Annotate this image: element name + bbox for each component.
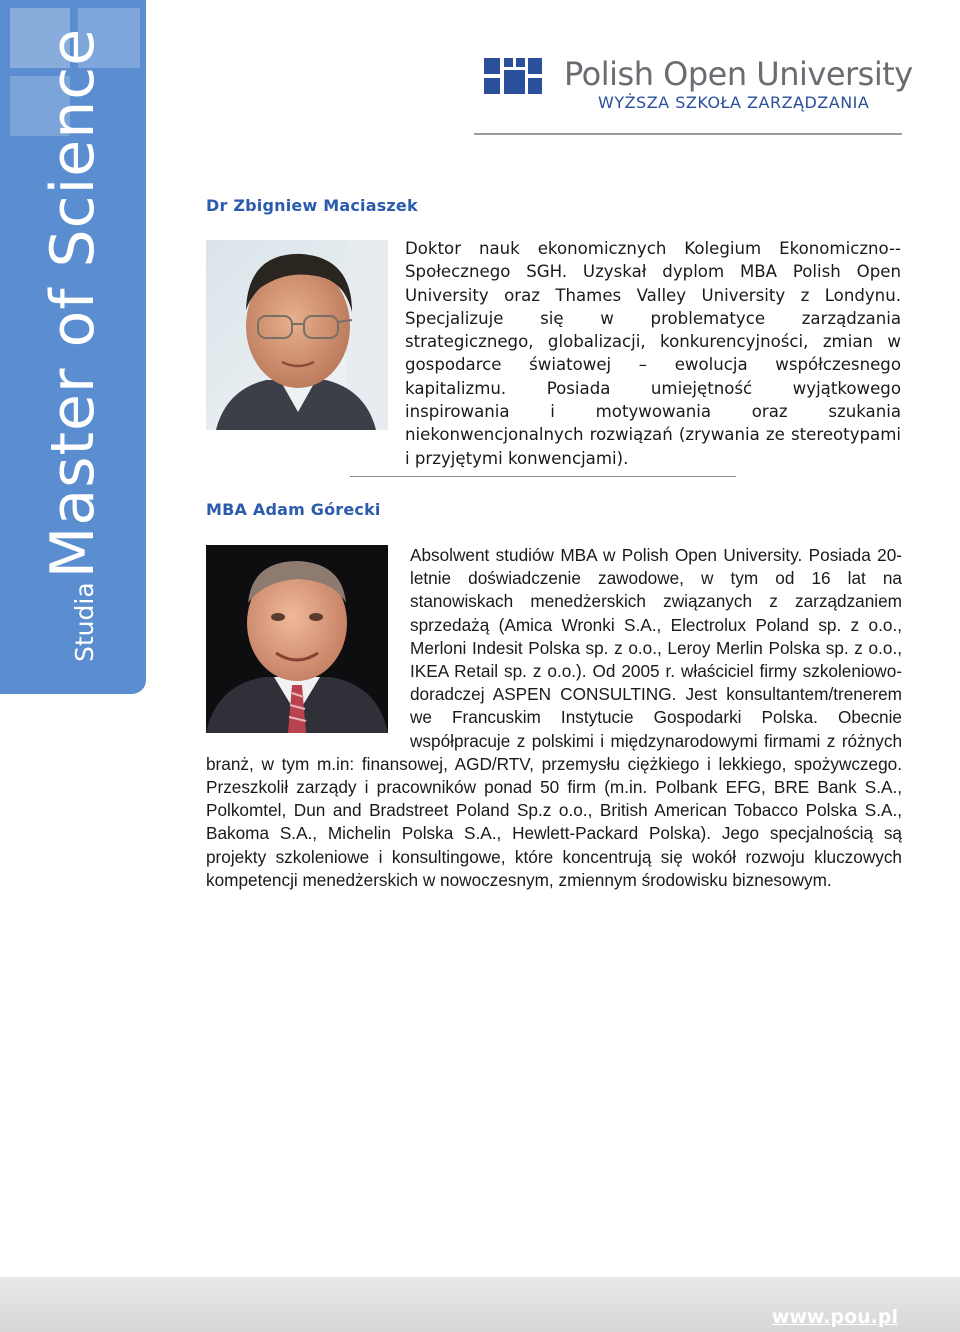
university-logo-icon [484, 58, 542, 94]
program-title-big: Master of Science [38, 27, 108, 579]
section-divider [350, 476, 736, 477]
program-title [38, 27, 108, 662]
portrait-photo-1 [206, 240, 388, 430]
person-name-2: MBA Adam Górecki [206, 500, 381, 519]
university-name: Polish Open University [564, 55, 913, 93]
program-title-small: Studia [70, 582, 99, 662]
person-bio-1: Doktor nauk ekonomicznych Kolegium Ekonomiczno--Społecznego SGH. Uzyskał dyplom MBA Polish Open University oraz Thames Valley University z Londynu. Specjalizuje się w problematyce zarządzania strategicznego, globalizacji, konkurencyjności, zmian w gospodarce światowej – ewolucja współczesnego kapitalizmu. Posiada umiejętność wyjątkowego inspirowania i motywowania oraz szukania niekonwencjonalnych rozwiązań (zrywania ze stereotypami i przyjętymi konwencjami). [405, 239, 901, 468]
person-name-1: Dr Zbigniew Maciaszek [206, 196, 418, 215]
person-bio-2: Absolwent studiów MBA w Polish Open University. Posiada 20-letnie doświadczenie zawodowe, w tym od 16 lat na stanowiskach menedżerskich związanych z zarządzaniem sprzedażą (Amica Wronki S.A., Electrolux Poland sp. z o.o., Merloni Indesit Polska sp. z o.o., Leroy Merlin Polska sp. z o.o., IKEA Retail sp. z o.o.). Od 2005 r. właściciel firmy szkoleniowo-doradczej ASPEN CONSULTING. Jest konsultantem/trenerem we Francuskim Instytucie Gospodarki Polska. Obecnie współpracuje z polskimi i międzynarodowymi firmami z różnych branż, w tym m.in: finansowej, AGD/RTV, przemysłu ciężkiego i lekkiego, spożywczego. Przeszkolił zarządy i pracowników ponad 50 firm (m.in. Polbank EFG, BRE Bank S.A., Polkomtel, Dun and Bradstreet Poland Sp.z o.o., British American Tobacco Polska S.A., Bakoma S.A., Michelin Polska S.A., Hewlett-Packard Polska). Jego specjalnością są projekty szkoleniowe i konsultingowe, które koncentrują się wokół rozwoju kluczowych kompetencji menedżerskich w nowoczesnym, zmiennym środowisku biznesowym. [206, 545, 902, 890]
university-subtitle: WYŻSZA SZKOŁA ZARZĄDZANIA [598, 93, 870, 112]
sidebar-banner [0, 0, 146, 694]
website-link[interactable]: www.pou.pl [771, 1306, 898, 1328]
person-bio-2-block [206, 544, 902, 892]
header-divider [474, 133, 902, 135]
